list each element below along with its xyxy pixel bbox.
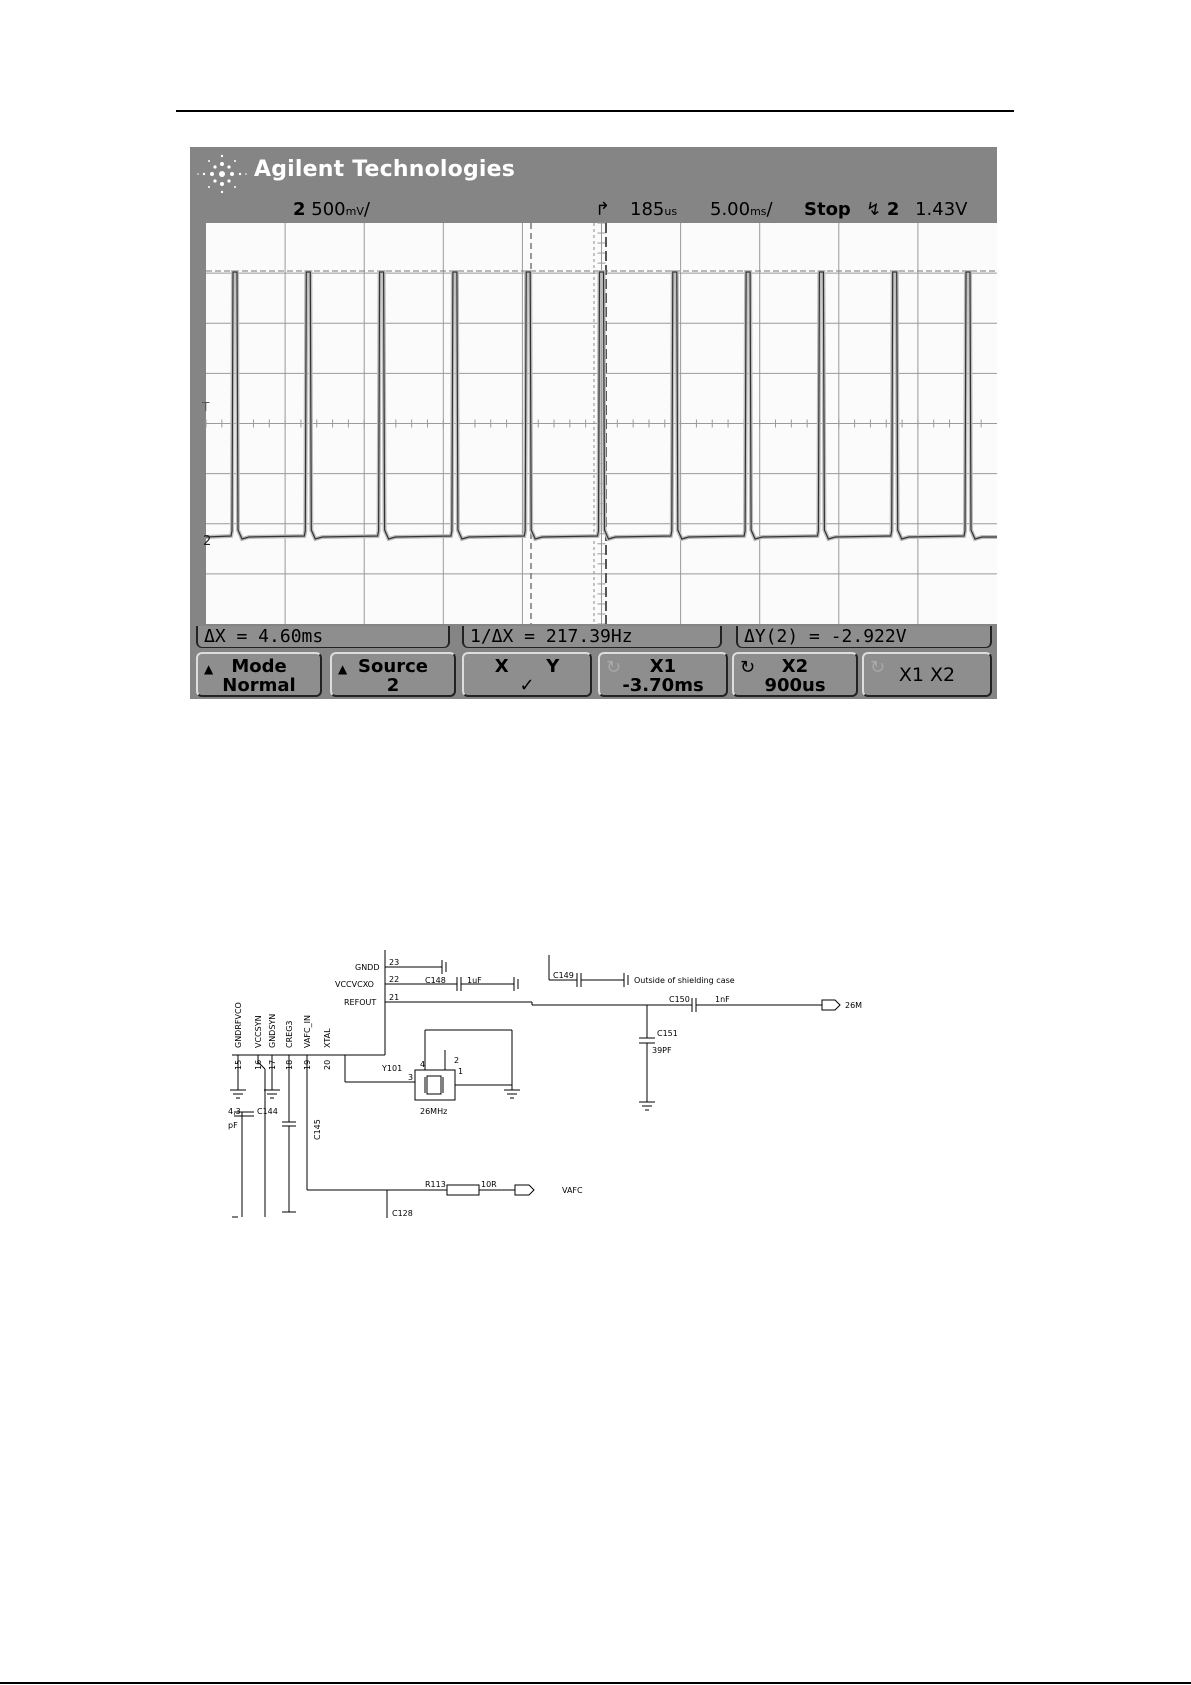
c144-label: C144	[257, 1107, 278, 1116]
up-triangle-icon: ▲	[204, 662, 214, 676]
side-pin-number: 15	[234, 1059, 243, 1070]
pin-name: VCCVCXO	[335, 980, 374, 989]
check-icon: ✓	[519, 675, 535, 696]
softkey-value: -3.70ms	[622, 675, 704, 696]
side-pin-number: 16	[254, 1059, 263, 1070]
trigger-arrow-icon: ↱	[595, 199, 611, 220]
side-pin-name: VAFC_IN	[303, 1015, 312, 1048]
xtal-frequency: 26MHz	[420, 1107, 448, 1116]
cap-unit: pF	[228, 1121, 238, 1130]
time-ref-value: 185	[630, 199, 665, 220]
softkey-label: Mode	[231, 656, 287, 677]
pin-name: GNDD	[355, 963, 380, 972]
channel-ground-marker: 2	[203, 534, 212, 549]
cap-value: 4,3	[228, 1107, 241, 1116]
source-softkey[interactable]	[330, 652, 456, 697]
oscilloscope-screenshot	[190, 147, 997, 699]
xtal-pin: 2	[454, 1056, 460, 1065]
delta-y-readout: ΔY(2) = -2.922V	[736, 626, 992, 648]
run-state	[804, 199, 851, 221]
volts-per-div: 500	[311, 199, 346, 220]
brand-bar	[190, 147, 590, 199]
time-ref-unit: us	[664, 205, 678, 218]
knob-icon: ↻	[740, 657, 756, 678]
softkey-value: Normal	[222, 675, 296, 696]
pin-name: REFOUT	[344, 998, 377, 1007]
side-pin-name: CREG3	[285, 1020, 294, 1048]
c151-label: C151	[657, 1029, 678, 1038]
xtal-pin: 4	[420, 1060, 426, 1069]
c145-label: C145	[313, 1119, 322, 1140]
trigger-channel: 2	[886, 199, 900, 220]
softkey-value: 900us	[764, 675, 826, 696]
softkey-label: X2	[781, 656, 809, 677]
agilent-spark-icon	[194, 151, 250, 197]
mode-softkey[interactable]	[196, 652, 322, 697]
c148-label: C148	[425, 976, 446, 985]
trigger-level: 1.43V	[915, 199, 968, 220]
vcxo-schematic	[228, 950, 912, 1220]
c128-label: C128	[392, 1209, 413, 1218]
falling-edge-icon: ↯	[866, 199, 882, 220]
c150-label: C150	[669, 995, 690, 1004]
x2-softkey[interactable]	[732, 652, 858, 697]
c149-label: C149	[553, 971, 574, 980]
channel-number: 2	[293, 199, 306, 220]
footer-rule	[0, 1682, 1191, 1684]
x1-softkey[interactable]	[598, 652, 728, 697]
softkey-value: 2	[386, 675, 400, 696]
up-triangle-icon: ▲	[338, 662, 348, 676]
xtal-pin: 3	[408, 1073, 414, 1082]
volts-unit: mV	[345, 205, 364, 218]
waveform-display	[202, 223, 997, 624]
header-rule	[176, 110, 1014, 112]
c148-value: 1uF	[467, 976, 482, 985]
side-pin-labels	[234, 1002, 332, 1070]
side-pin-name: GNDSYN	[268, 1013, 277, 1048]
r113-value: 10R	[481, 1180, 497, 1189]
pin-number: 21	[389, 993, 400, 1002]
softkey-label: X1 X2	[898, 664, 956, 686]
c151-value: 39PF	[652, 1046, 672, 1055]
time-reference	[630, 199, 677, 221]
xy-softkey[interactable]	[462, 652, 592, 697]
side-pin-name: XTAL	[323, 1028, 332, 1048]
knob-icon: ↻	[606, 657, 622, 678]
side-pin-number: 17	[268, 1059, 277, 1070]
softkey-label: X1	[649, 656, 677, 677]
time-unit: ms	[750, 205, 767, 218]
softkey-label: X Y	[494, 656, 560, 677]
side-pin-number: 19	[303, 1059, 312, 1070]
side-pin-name: GNDRFVCO	[234, 1002, 243, 1048]
side-pin-name: VCCSYN	[254, 1015, 263, 1048]
x1x2-softkey[interactable]	[862, 652, 992, 697]
frequency-readout: 1/ΔX = 217.39Hz	[462, 626, 722, 648]
y101-label: Y101	[382, 1064, 403, 1073]
side-pin-number: 18	[285, 1059, 294, 1070]
c150-value: 1nF	[715, 995, 730, 1004]
trigger-level-marker: T	[202, 400, 210, 414]
time-per-div-value: 5.00	[710, 199, 751, 220]
shield-note: Outside of shielding case	[634, 976, 735, 985]
time-per-div: 5.00ms/	[710, 199, 773, 220]
brand-name: Agilent Technologies	[254, 157, 516, 182]
knob-icon: ↻	[870, 657, 886, 678]
net-26m: 26M	[845, 1001, 863, 1010]
xtal-pin: 1	[458, 1067, 464, 1076]
pin-number: 23	[389, 958, 400, 967]
side-pin-number: 20	[323, 1059, 332, 1070]
trigger-setting	[866, 199, 968, 221]
net-vafc: VAFC	[562, 1186, 583, 1195]
run-state-label: Stop	[804, 199, 851, 220]
channel-scale: 2 500mV/	[293, 199, 370, 220]
softkey-label: Source	[358, 656, 428, 677]
pin-number: 22	[389, 975, 400, 984]
r113-label: R113	[425, 1180, 446, 1189]
delta-x-readout: ΔX = 4.60ms	[196, 626, 450, 648]
